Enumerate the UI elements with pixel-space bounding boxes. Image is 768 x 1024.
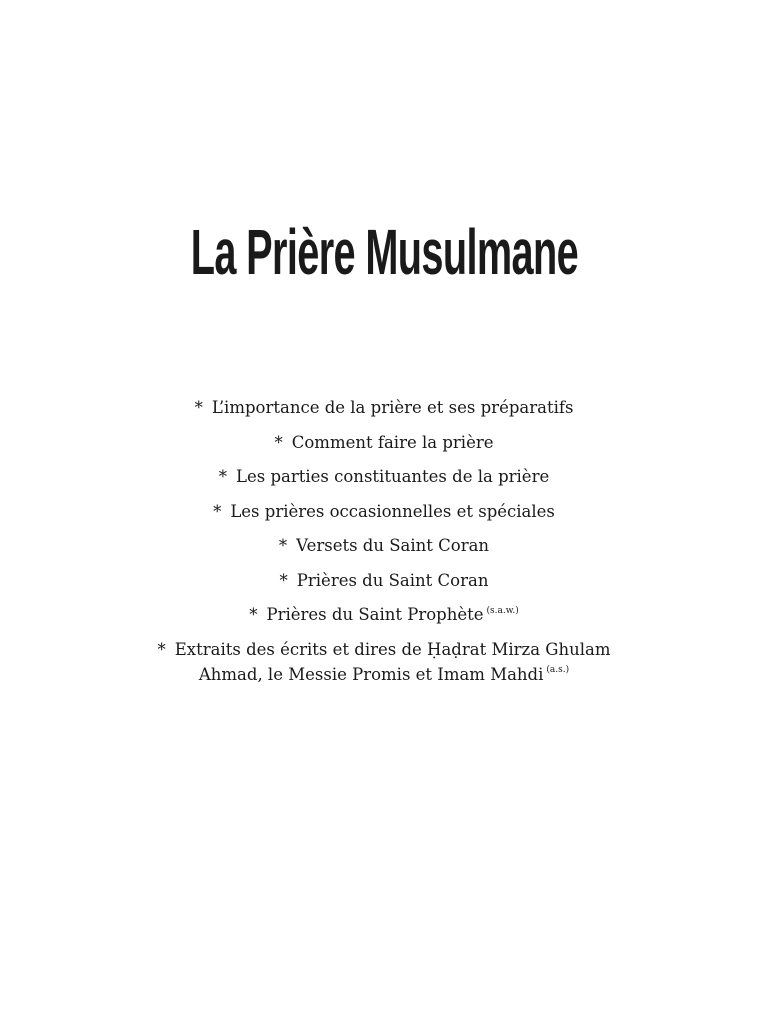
list-item-text: Comment faire la prière xyxy=(291,432,494,452)
bullet-asterisk: * xyxy=(274,432,283,452)
list-item xyxy=(0,533,768,558)
bullet-asterisk: * xyxy=(249,605,258,624)
contents-list xyxy=(0,395,768,696)
honorific-superscript: (a.s.) xyxy=(546,665,570,676)
list-item xyxy=(0,430,768,455)
list-item-text: Prières du Saint Prophète xyxy=(266,605,484,624)
list-item xyxy=(0,395,768,420)
list-item-text: Les prières occasionnelles et spéciales xyxy=(230,501,555,521)
bullet-asterisk: * xyxy=(194,398,203,417)
honorific-superscript: (s.a.w.) xyxy=(486,605,519,616)
list-item-text: L’importance de la prière et ses préparatifs xyxy=(211,398,574,417)
list-item xyxy=(0,464,768,489)
list-item-text: Les parties constituantes de la prière xyxy=(236,467,550,486)
list-item-text: Prières du Saint Coran xyxy=(296,570,489,590)
list-item xyxy=(0,637,768,687)
list-item xyxy=(0,602,768,627)
list-item xyxy=(0,568,768,593)
list-item-text-line2: Ahmad, le Messie Promis et Imam Mahdi xyxy=(198,664,544,684)
bullet-asterisk: * xyxy=(213,501,222,521)
list-item-text-line1: Extraits des écrits et dires de Ḥaḍrat Mirza Ghulam xyxy=(174,639,611,659)
bullet-asterisk: * xyxy=(218,467,228,486)
bullet-asterisk: * xyxy=(278,536,288,555)
page-title: La Prière Musulmane xyxy=(190,216,578,288)
bullet-asterisk: * xyxy=(279,570,288,590)
list-item xyxy=(0,499,768,524)
list-item-text: Versets du Saint Coran xyxy=(296,536,490,555)
bullet-asterisk: * xyxy=(157,639,166,659)
